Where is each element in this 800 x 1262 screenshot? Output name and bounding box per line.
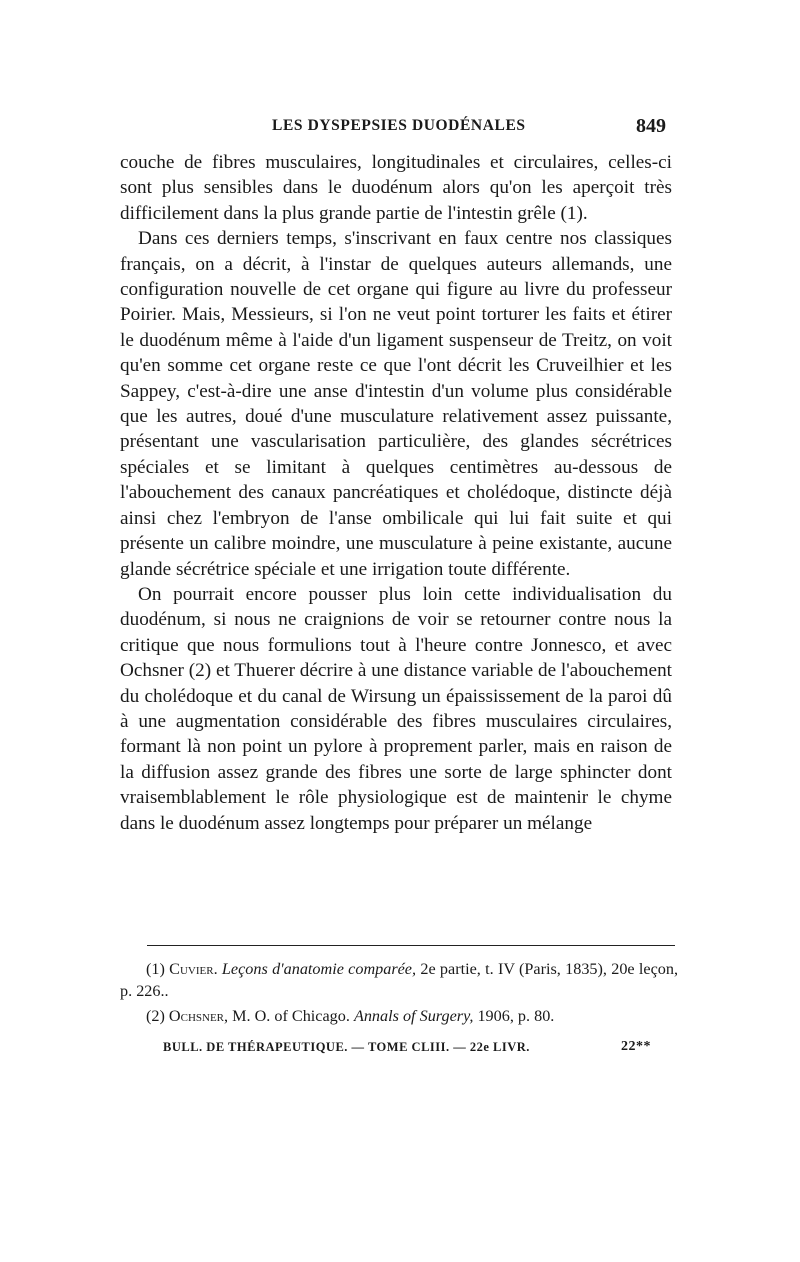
footnote-details: 2e partie, t. IV (Paris, 1835), 20e leçon, p. 226..: [120, 960, 678, 1000]
footnotes: [120, 959, 678, 1028]
footnote-details: 1906, p. 80.: [477, 1007, 555, 1025]
signature-mark: 22**: [621, 1039, 651, 1054]
signature-text: BULL. DE THÉRAPEUTIQUE. — TOME CLIII. — 22e LIVR.: [163, 1040, 530, 1054]
footnote-author: Cuvier.: [169, 960, 218, 978]
footnote-marker: (2): [146, 1007, 165, 1025]
footnote-affiliation: M. O. of Chicago.: [232, 1007, 350, 1025]
paragraph: On pourrait encore pousser plus loin cette individualisation du duodénum, si nous ne craignions de voir se retourner contre nous la critique que nous formulions tout à l'heure contre Jonnesco, et avec Ochsner (2) et Thuerer décrire à une distance variable de l'abouchement du cholédoque et du canal de Wirsung un épaississement de la paroi dû à une augmentation considérable des fibres musculaires circulaires, formant là non point un pylore à proprement parler, mais en raison de la diffusion assez grande des fibres une sorte de large sphincter dont vraisemblablement le rôle physiologique est de maintenir le chyme dans le duodénum assez longtemps pour préparer un mélange: [120, 583, 672, 834]
body-text: [120, 150, 672, 836]
printer-signature: [163, 1040, 651, 1060]
footnote-marker: (1): [146, 960, 165, 978]
footnote-title: Leçons d'anatomie comparée,: [221, 960, 417, 978]
paragraph-continuation: couche de fibres musculaires, longitudinales et circulaires, celles-ci sont plus sensibles dans le duodénum alors qu'on les aperçoit très difficilement dans la plus grande partie de l'intestin grêle (1).: [120, 152, 672, 224]
page-number: 849: [636, 115, 666, 137]
running-head: [120, 117, 680, 141]
footnote-author: Ochsner,: [168, 1007, 229, 1025]
footnote: [120, 1006, 678, 1028]
running-title: LES DYSPEPSIES DUODÉNALES: [272, 117, 526, 134]
footnote-rule: [147, 945, 675, 946]
paragraph: Dans ces derniers temps, s'inscrivant en faux centre nos classiques français, on a décrit, à l'instar de quelques auteurs allemands, une configuration nouvelle de cet organe qui figure au livre du professeur Poirier. Mais, Messieurs, si l'on ne veut point torturer les faits et étirer le duodénum même à l'aide d'un ligament suspenseur de Treitz, on voit qu'en somme cet organe reste ce que l'ont décrit les Cruveilhier et les Sappey, c'est-à-dire une anse d'intestin d'un volume plus considérable que les autres, doué d'une musculature relativement assez puissante, présentant une vascularisation particulière, des glandes sécrétrices spéciales et se limitant à quelques centimètres au-dessous de l'abouchement des canaux pancréatiques et cholédoque, distincte déjà ainsi chez l'embryon de l'anse ombilicale qui lui fait suite et qui présente un calibre moindre, une musculature à peine existante, aucune glande sécrétrice spéciale et une irrigation toute différente.: [120, 228, 672, 580]
footnote: [120, 959, 678, 1002]
footnote-title: Annals of Surgery,: [353, 1007, 474, 1025]
